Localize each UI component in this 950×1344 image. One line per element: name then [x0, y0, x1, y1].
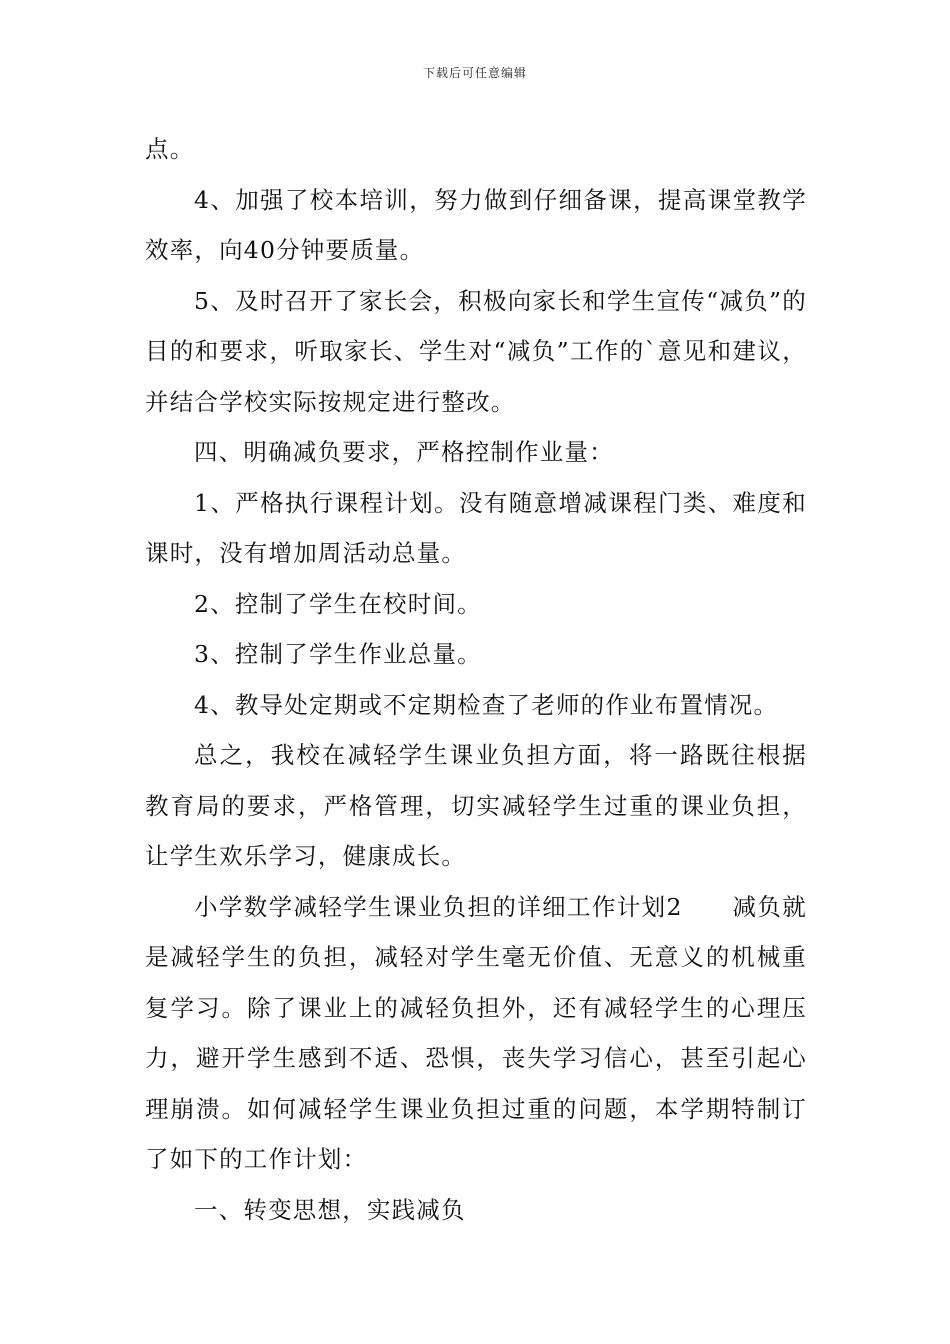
- document-body: [145, 124, 807, 1235]
- paragraph: 5、及时召开了家长会，积极向家长和学生宣传“减负”的目的和要求，听取家长、学生对“减负”工作的`意见和建议，并结合学校实际按规定进行整改。: [145, 286, 807, 416]
- paragraph: 4、加强了校本培训，努力做到仔细备课，提高课堂教学效率，向40分钟要质量。: [145, 185, 807, 264]
- page-header: 下载后可任意编辑: [422, 66, 527, 80]
- paragraph: 3、控制了学生作业总量。: [194, 640, 482, 668]
- paragraph: 4、教导处定期或不定期检查了老师的作业布置情况。: [194, 690, 779, 719]
- section-heading: 四、明确减负要求，严格控制作业量：: [194, 438, 614, 466]
- paragraph: 2、控制了学生在校时间。: [194, 589, 482, 618]
- paragraph: 点。: [145, 135, 195, 163]
- paragraph: 总之，我校在减轻学生课业负担方面，将一路既往根据教育局的要求，严格管理，切实减轻学生过重的课业负担，让学生欢乐学习，健康成长。: [145, 741, 807, 870]
- paragraph: 小学数学减轻学生课业负担的详细工作计划2 减负就是减轻学生的负担，减轻对学生毫无价值、无意义的机械重复学习。除了课业上的减轻负担外，还有减轻学生的心理压力，避开学生感到不适、恐惧，丧失学习信心，甚至引起心理崩溃。如何减轻学生课业负担过重的问题，本学期特制订了如下的工作计划：: [145, 892, 807, 1173]
- section-heading: 一、转变思想，实践减负: [194, 1195, 466, 1224]
- paragraph: 1、严格执行课程计划。没有随意增减课程门类、难度和课时，没有增加周活动总量。: [145, 488, 807, 567]
